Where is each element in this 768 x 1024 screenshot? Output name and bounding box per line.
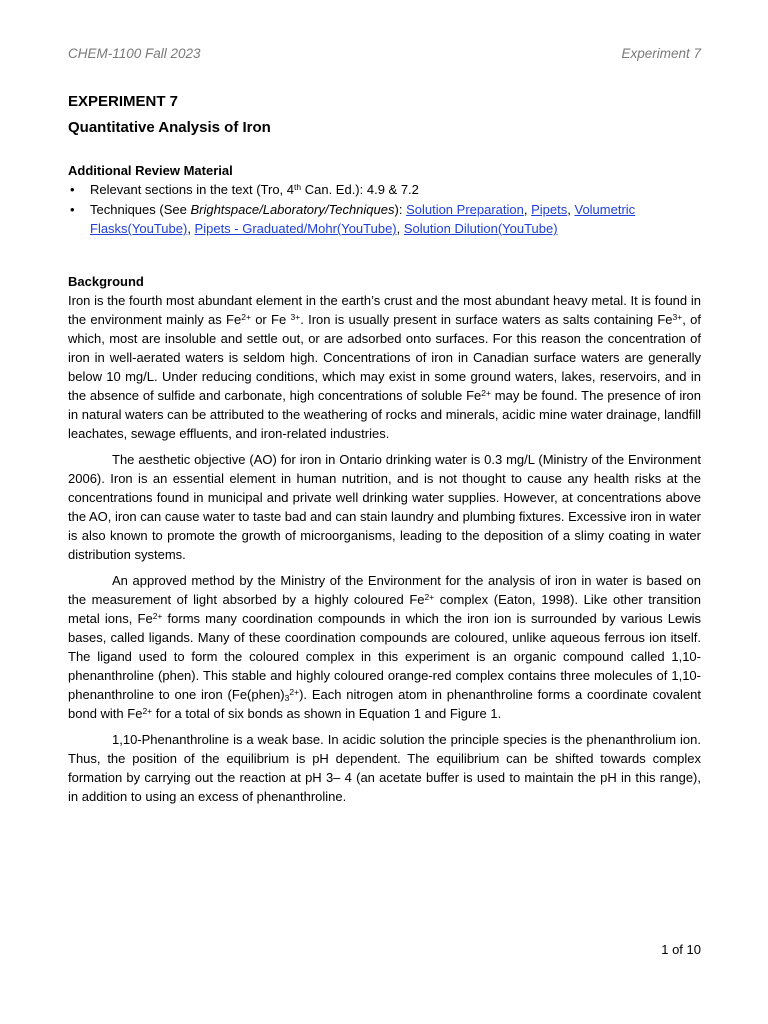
page-number: 1 of 10 bbox=[661, 942, 701, 957]
review-item-text: • Relevant sections in the text (Tro, 4th Can. Ed.): 4.9 & 7.2 bbox=[68, 180, 701, 200]
review-heading: Additional Review Material bbox=[68, 163, 233, 178]
page-title: EXPERIMENT 7 bbox=[68, 93, 179, 110]
review-item-techniques: • Techniques (See Brightspace/Laboratory/Techniques): Solution Preparation, Pipets, Volumetric Flasks(YouTube), Pipets - Graduated/Mohr(YouTube), Solution Dilution(YouTube) bbox=[68, 200, 701, 239]
experiment-label: Experiment 7 bbox=[621, 46, 701, 61]
page-subtitle: Quantitative Analysis of Iron bbox=[68, 119, 271, 136]
background-paragraph-4: 1,10-Phenanthroline is a weak base. In acidic solution the principle species is the phenanthrolium ion. Thus, the position of the equilibrium is pH dependent. The equilibrium can be shifted towards complex formation by carrying out the reaction at pH 3– 4 (an acetate buffer is used to maintain the pH in this range), in addition to using an excess of phenanthroline. bbox=[68, 731, 701, 804]
page-content bbox=[68, 93, 701, 813]
link-solution-dilution[interactable]: Solution Dilution(YouTube) bbox=[403, 221, 558, 236]
page-header bbox=[68, 46, 701, 61]
link-pipets[interactable]: Pipets bbox=[531, 201, 568, 217]
link-solution-preparation[interactable]: Solution Preparation bbox=[406, 201, 524, 217]
link-pipets-graduated[interactable]: Pipets - Graduated/Mohr(YouTube) bbox=[194, 221, 397, 236]
background-paragraph-2: The aesthetic objective (AO) for iron in Ontario drinking water is 0.3 mg/L (Ministry of the Environment 2006). Iron is an essential element in human nutrition, and is not thought to cause any health risks at the concentrations found in municipal and private well drinking water supplies. However, at concentrations above the AO, iron can cause water to taste bad and can stain laundry and plumbing fixtures. Excessive iron in water is also known to promote the growth of microorganisms, leading to the deposition of a slimy coating in water distribution systems. bbox=[68, 451, 702, 562]
background-heading: Background bbox=[68, 273, 144, 289]
review-list bbox=[68, 180, 701, 239]
background-paragraph-3: An approved method by the Ministry of the Environment for the analysis of iron in water is based on the measurement of light absorbed by a highly coloured $Fe^{2+}$ complex (Eaton, 1998). Like other transition metal ions, $Fe^{2+}$ forms many coordination compounds in which the iron ion is surrounded by various Lewis bases, called ligands. Many of these coordination compounds are coloured, unlike aqueous ferrous ion itself. The ligand used to form the coloured complex in this experiment is an organic compound called 1,10-phenanthroline (phen). This stable and highly coloured orange-red complex contains three molecules of 1,10-phenanthroline to one iron $(Fe(phen)_3^{2+})$. Each nitrogen atom in phenanthroline forms a coordinate covalent bond with $Fe^{2+}$ for a total of six bonds as shown in Equation 1 and Figure 1. bbox=[68, 572, 701, 721]
background-paragraph-1: Iron is the fourth most abundant element in the earth’s crust and the most abundant heavy metal. It is found in the environment mainly as $Fe^{2+}$ or Fe $^{3+}$. Iron is usually present in surface waters as salts containing $Fe^{3+}$, of which, most are insoluble and settle out, or are adsorbed onto surfaces. For this reason the concentration of iron in well-aerated waters is seldom high. Concentrations of iron in Canadian surface waters are generally below 10 mg/L. Under reducing conditions, which may exist in some ground waters, lakes, reservoirs, and in the absence of sulfide and carbonate, high concentrations of soluble $Fe^{2+}$ may be found. The presence of iron in natural waters can be attributed to the weathering of rocks and minerals, acidic mine water drainage, landfill leachates, sewage effluents, and iron-related industries. bbox=[68, 292, 701, 441]
course-label: CHEM-1100 Fall 2023 bbox=[68, 46, 201, 61]
link-volumetric-flasks[interactable]: Volumetric Flasks(YouTube) bbox=[90, 201, 636, 236]
